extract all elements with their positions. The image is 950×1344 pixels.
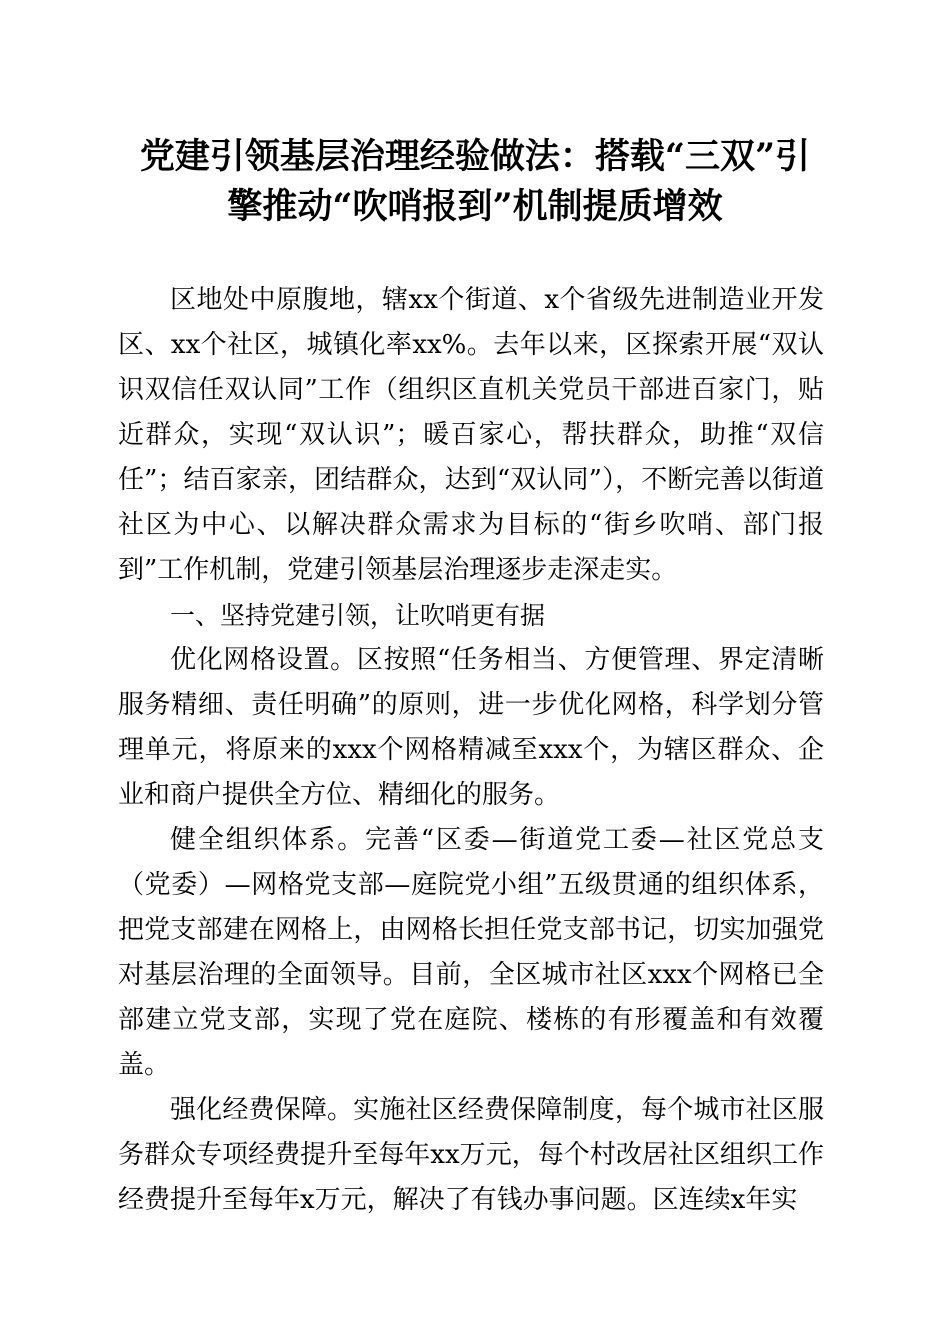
- section-heading: 一、坚持党建引领，让吹哨更有据: [170, 601, 546, 630]
- organization-paragraph: 健全组织体系。完善“区委—街道党工委—社区党总支（党委）—网格党支部—庭院党小组”五级贯通的组织体系，把党支部建在网格上，由网格长担任党支部书记，切实加强党对基层治理的全面领导。目前，全区城市社区xxx个网格已全部建立党支部，实现了党在庭院、楼栋的有形覆盖和有效覆盖。: [118, 825, 824, 1080]
- grid-paragraph: 优化网格设置。区按照“任务相当、方便管理、界定清晰服务精细、责任明确”的原则，进一步优化网格，科学划分管理单元，将原来的xxx个网格精减至xxx个，为辖区群众、企业和商户提供全方位、精细化的服务。: [118, 645, 824, 810]
- funding-paragraph: 强化经费保障。实施社区经费保障制度，每个城市社区服务群众专项经费提升至每年xx万元，每个村改居社区组织工作经费提升至每年x万元，解决了有钱办事问题。区连续x年实: [118, 1095, 824, 1215]
- document-title: [100, 132, 850, 232]
- title-line-1: 党建引领基层治理经验做法：搭载“三双”引: [139, 136, 811, 177]
- title-line-2: 擎推动“吹哨报到”机制提质增效: [227, 186, 723, 227]
- intro-paragraph: 区地处中原腹地，辖xx个街道、x个省级先进制造业开发区、xx个社区，城镇化率xx%。去年以来，区探索开展“双认识双信任双认同”工作（组织区直机关党员干部进百家门，贴近群众，实现“双认识”；暖百家心，帮扶群众，助推“双信任”；结百家亲，团结群众，达到“双认同”），不断完善以街道社区为中心、以解决群众需求为目标的“街乡吹哨、部门报到”工作机制，党建引领基层治理逐步走深走实。: [118, 285, 824, 585]
- document-body: [118, 278, 824, 1223]
